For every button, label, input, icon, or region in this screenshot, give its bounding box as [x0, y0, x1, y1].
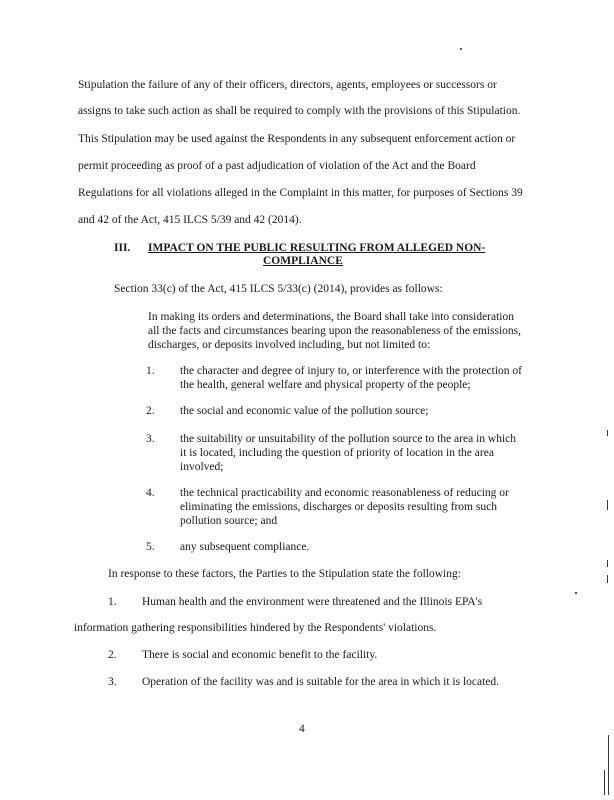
section-number: III. [114, 242, 131, 254]
response-intro: In response to these factors, the Parties to the Stipulation state the following: [108, 568, 461, 580]
quote-line-3: discharges, or deposits involved including, but not limited to: [148, 339, 431, 351]
factor-text: the character and degree of injury to, or interference with the protection of [180, 365, 522, 377]
intro-line-3: This Stipulation may be used against the Respondents in any subsequent enforcement action or [78, 133, 516, 145]
factor-text: the social and economic value of the pollution source; [180, 405, 429, 417]
scan-artifact-dot [460, 48, 462, 50]
response-text-continued: information gathering responsibilities hindered by the Respondents' violations. [74, 622, 437, 634]
factor-text: the suitability or unsuitability of the pollution source to the area in which [180, 433, 516, 445]
scan-artifact-mark [604, 770, 605, 795]
factor-number: 3. [146, 433, 155, 445]
factor-number: 5. [146, 541, 155, 553]
response-number: 2. [108, 649, 117, 661]
response-number: 3. [108, 676, 117, 688]
scan-artifact-mark [608, 735, 609, 795]
intro-line-5: Regulations for all violations alleged in the Complaint in this matter, for purposes of Sections 39 [78, 187, 523, 199]
scan-artifact-mark [607, 575, 608, 583]
factor-text: pollution source; and [180, 515, 278, 527]
response-text: Operation of the facility was and is suitable for the area in which it is located. [142, 676, 500, 688]
factor-text: eliminating the emissions, discharges or deposits resulting from such [180, 501, 497, 513]
scan-artifact-dot [575, 592, 577, 594]
quote-line-2: all the facts and circumstances bearing upon the reasonableness of the emissions, [148, 325, 521, 337]
factor-text: any subsequent compliance. [180, 541, 310, 553]
quote-line-1: In making its orders and determinations, the Board shall take into consideration [148, 311, 514, 323]
intro-line-4: permit proceeding as proof of a past adjudication of violation of the Act and the Board [78, 160, 476, 172]
intro-line-2: assigns to take such action as shall be required to comply with the provisions of this Stipulation. [78, 105, 521, 117]
factor-text: it is located, including the question of priority of location in the area [180, 447, 494, 459]
response-text: Human health and the environment were threatened and the Illinois EPA's [142, 596, 483, 608]
factor-text: involved; [180, 461, 224, 473]
factor-number: 1. [146, 365, 155, 377]
intro-line-1: Stipulation the failure of any of their officers, directors, agents, employees or successors or [78, 79, 497, 91]
factor-number: 2. [146, 405, 155, 417]
response-number: 1. [108, 596, 117, 608]
response-text: There is social and economic benefit to the facility. [142, 649, 378, 661]
section-title-line-1: IMPACT ON THE PUBLIC RESULTING FROM ALLEGED NON- [148, 242, 486, 254]
factor-text: the technical practicability and economic reasonableness of reducing or [180, 487, 509, 499]
factor-number: 4. [146, 487, 155, 499]
factor-text: the health, general welfare and physical property of the people; [180, 379, 471, 391]
scan-artifact-mark [607, 500, 608, 510]
page-number: 4 [299, 723, 305, 735]
section-title-line-2: COMPLIANCE [263, 255, 343, 267]
scan-artifact-mark [607, 560, 608, 567]
scan-artifact-mark [607, 430, 608, 436]
intro-line-6: and 42 of the Act, 415 ILCS 5/39 and 42 (2014). [78, 214, 302, 226]
section-intro: Section 33(c) of the Act, 415 ILCS 5/33(c) (2014), provides as follows: [114, 283, 443, 295]
